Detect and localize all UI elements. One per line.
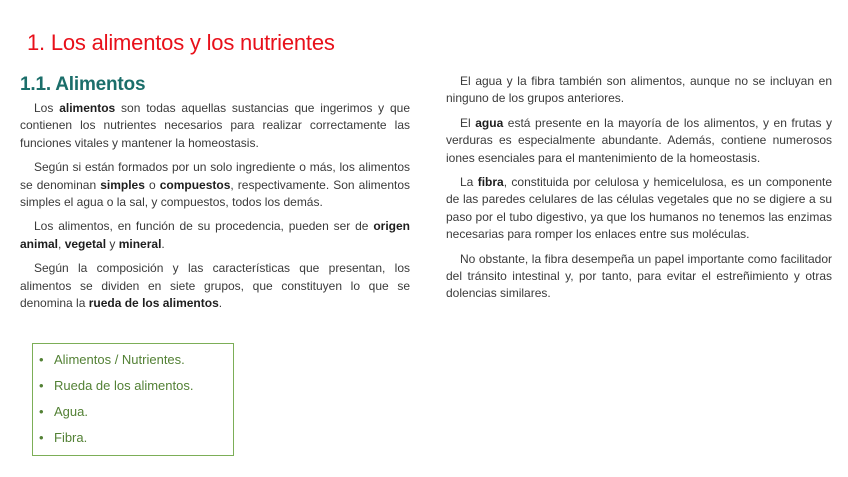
- paragraph-alimentos-definition: [20, 100, 410, 152]
- bold-term: simples: [100, 177, 145, 192]
- bold-term: compuestos: [159, 177, 231, 192]
- list-item: [39, 425, 233, 451]
- paragraph-agua-fibra: El agua y la fibra también son alimentos, aunque no se incluyan en ninguno de los grupos anteriores.: [446, 74, 832, 106]
- text-run: ,: [58, 236, 65, 251]
- paragraph-procedencia: [20, 218, 410, 253]
- text-run: Los alimentos, en función de su procedencia, pueden ser de: [34, 219, 374, 234]
- text-run: , respectivamente. Son alimentos simples el agua o la sal, y compuestos, todos los demás.: [20, 177, 411, 210]
- list-item-label: Rueda de los alimentos.: [54, 378, 194, 393]
- slide-title: 1. Los alimentos y los nutrientes: [27, 30, 335, 55]
- paragraph-simples-compuestos: [20, 159, 410, 211]
- paragraph-fibra-funcion: No obstante, la fibra desempeña un papel importante como facilitador del tránsito intestinal y, por tanto, para evitar el estreñimiento y otras dolencias similares.: [446, 251, 832, 301]
- list-item-label: Agua.: [54, 404, 88, 419]
- text-run: y: [106, 236, 119, 251]
- text-run: .: [161, 236, 165, 251]
- bullet-icon: •: [39, 352, 44, 367]
- bold-term: agua: [475, 115, 504, 130]
- bold-term: origen animal: [20, 219, 410, 251]
- list-item: [39, 373, 233, 399]
- bold-term: rueda de los alimentos: [88, 296, 219, 311]
- list-item: [39, 399, 233, 425]
- section-heading: 1.1. Alimentos: [20, 74, 146, 95]
- text-run: Los: [34, 101, 60, 115]
- text-run: , constituida por celulosa y hemicelulosa, es un componente de las paredes celulares de las células vegetales que no se digiere a su paso por el tubo digestivo, ya que los humanos no tenemos las enzimas necesarias para romper los enlaces entre sus moléculas.: [446, 175, 833, 242]
- bullet-icon: •: [39, 404, 44, 419]
- bullet-icon: •: [39, 430, 44, 445]
- text-run: Según la composición y las características que presentan, los alimentos se dividen en siete grupos, que constituyen lo que se denomina la: [20, 261, 410, 311]
- right-text-column: [446, 73, 832, 310]
- text-run: El: [460, 115, 476, 130]
- paragraph-rueda: [20, 260, 410, 312]
- list-item: [39, 347, 233, 373]
- text-run: está presente en la mayoría de los alimentos, y en frutas y verduras es especialmente abundante. Además, contiene numerosos iones esenciales para el mantenimiento de la homeostasis.: [446, 115, 832, 165]
- list-item-label: Fibra.: [54, 430, 88, 445]
- bold-term: fibra: [477, 175, 504, 190]
- text-run: La: [460, 175, 478, 190]
- bold-term: vegetal: [64, 236, 107, 251]
- text-run: .: [218, 296, 223, 311]
- summary-list: [39, 347, 233, 451]
- text-run: Según si están formados por un solo ingrediente o más, los alimentos se denominan: [20, 160, 410, 192]
- paragraph-agua: [446, 115, 832, 167]
- summary-box: [32, 343, 234, 456]
- bold-term: mineral: [118, 236, 162, 251]
- text-run: son todas aquellas sustancias que ingerimos y que contienen los nutrientes necesarios para realizar correctamente las funciones vitales y mantener la homeostasis.: [20, 101, 410, 150]
- text-run: o: [144, 177, 160, 192]
- bullet-icon: •: [39, 378, 44, 393]
- paragraph-fibra: [446, 174, 832, 244]
- list-item-label: Alimentos / Nutrientes.: [54, 352, 185, 367]
- left-text-column: [20, 100, 410, 319]
- bold-term: alimentos: [59, 101, 116, 115]
